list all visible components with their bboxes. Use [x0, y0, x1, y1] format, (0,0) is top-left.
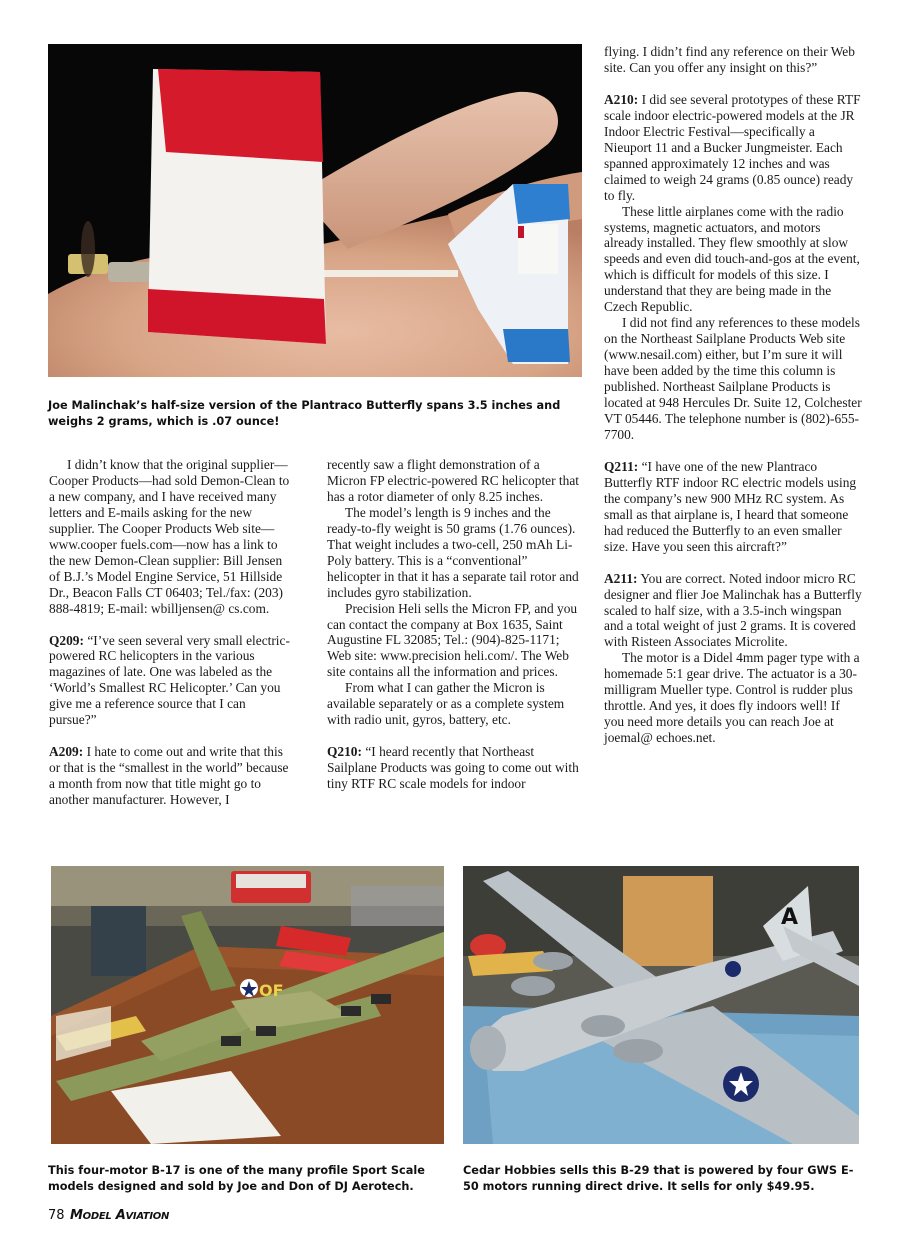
column3-paragraph-1: flying. I didn’t find any reference on their Web site. Can you offer any insight on this?” — [604, 44, 855, 75]
a209-text: I hate to come out and write that this or that is the “smallest in the world” because a month from now that title might go to another manufacturer. However, I — [49, 744, 289, 808]
answer-210 — [604, 92, 862, 204]
answer-211 — [604, 571, 862, 651]
column3-paragraph-4: The motor is a Didel 4mm pager type with a homemade 5:1 gear drive. The actuator is a 30-milligram Mueller type. Control is rudder plus throttle. And yes, it does fly indoors well! If you need more details you can reach Joe at joemal@ echoes.net. — [604, 650, 860, 746]
q209-text: “I’ve seen several very small electric-powered RC helicopters in the various magazines of late. One was labeled as the ‘World’s Smallest RC Helicopter.’ Can you give me a reference source that I can pursue?” — [49, 632, 290, 728]
magazine-letter-a: A — [115, 1208, 126, 1223]
butterfly-photo — [48, 44, 582, 377]
column3-paragraph-3: I did not find any references to these models on the Northeast Sailplane Products Web site (www.nesail.com) either, but I’m sure it will have been added by the time this column is published. Northeast Sailplane Products is located at 948 Hercules Dr. Suite 12, Colchester VT 05446. The telephone number is (802)-655-7700. — [604, 315, 862, 442]
a210-label: A210: — [604, 91, 639, 107]
magazine-viation: VIATION — [125, 1211, 170, 1222]
a210-text: I did see several prototypes of these RTF scale indoor electric-powered models at the JR Indoor Electric Festival—specifically a Nieuport 11 and a Bucker Jungmeister. Each spanned approximately 12 inches and was claimed to weigh 24 grams (0.85 ounce) ready to fly. — [604, 91, 861, 203]
b29-photo-image — [463, 866, 859, 1144]
b29-photo — [463, 866, 859, 1144]
column2-paragraph-3: Precision Heli sells the Micron FP, and you can contact the company at Box 1635, Saint Augustine FL 32085; Tel.: (904)-825-1171; Web site: www.precision heli.com/. The Web site contains all the information and prices. — [327, 600, 578, 680]
column2-paragraph-4: From what I can gather the Micron is available separately or as a complete system with radio unit, gyros, battery, etc. — [327, 680, 565, 728]
b29-caption: Cedar Hobbies sells this B-29 that is powered by four GWS E-50 motors running direct drive. It sells for only $49.95. — [463, 1164, 854, 1193]
text-column-1 — [49, 457, 296, 808]
text-column-2 — [327, 457, 581, 792]
b17-caption: This four-motor B-17 is one of the many profile Sport Scale models designed and sold by Joe and Don of DJ Aerotech. — [48, 1164, 425, 1193]
magazine-name — [70, 1208, 169, 1223]
question-210 — [327, 744, 581, 792]
q210-label: Q210: — [327, 744, 362, 760]
b17-photo-image — [51, 866, 444, 1144]
column1-paragraph-demon-clean: I didn’t know that the original supplier—Cooper Products—had sold Demon-Clean to a new company, and I have received many letters and E-mails asking for the new supplier. The Cooper Products Web site—www.cooper fuels.com—now has a link to the new Demon-Clean supplier: Bill Jensen of B.J.’s Model Engine Service, 51 Hillside Dr., Beacon Falls CT 06403; Tel./fax: (203) 888-4819; E-mail: wbilljensen@ cs.com. — [49, 457, 290, 616]
question-211 — [604, 459, 862, 555]
q211-text: “I have one of the new Plantraco Butterfly RTF indoor RC electric models using the company’s new 900 MHz RC system. As small as that airplane is, I heard that someone had reduced the Butterfly to an even smaller size. Have you seen this aircraft?” — [604, 458, 857, 554]
butterfly-caption: Joe Malinchak’s half-size version of the Plantraco Butterfly spans 3.5 inches and weighs 2 grams, which is .07 ounce! — [48, 399, 561, 428]
answer-209 — [49, 744, 296, 808]
question-209 — [49, 633, 296, 729]
text-column-3 — [604, 44, 862, 746]
magazine-odel: ODEL — [82, 1211, 112, 1222]
q211-label: Q211: — [604, 458, 639, 474]
column2-paragraph-2: The model’s length is 9 inches and the ready-to-fly weight is 50 grams (1.76 ounces). That weight includes a two-cell, 250 mAh Li-Poly battery. This is a “conventional” helicopter in that it has a separate tail rotor and includes gyro stabilization. — [327, 504, 579, 600]
b17-photo — [51, 866, 444, 1144]
butterfly-photo-image — [48, 44, 582, 377]
a209-label: A209: — [49, 744, 84, 760]
a211-text: You are correct. Noted indoor micro RC designer and flier Joe Malinchak has a Butterfly scaled to half size, with a 3.5-inch wingspan and a total weight of just 2 grams. It is covered with Risteen Associates Microlite. — [604, 570, 862, 650]
b29-tail-letter: A — [781, 905, 799, 930]
q210-text: “I heard recently that Northeast Sailplane Products was going to come out with tiny RTF RC scale models for indoor — [327, 744, 579, 792]
magazine-letter-m: M — [70, 1208, 83, 1223]
a211-label: A211: — [604, 570, 638, 586]
column3-paragraph-2: These little airplanes come with the radio systems, magnetic actuators, and motors already installed. They flew smoothly at slow speeds and even did touch-and-gos at the event, which is difficult for models of this size. I understand that they are being made in the Czech Republic. — [604, 203, 860, 315]
page-number: 78 — [48, 1208, 65, 1223]
column2-paragraph-1: recently saw a flight demonstration of a Micron FP electric-powered RC helicopter that has a rotor diameter of only 8.25 inches. — [327, 457, 579, 504]
b17-nose-marking: OF — [259, 981, 284, 1000]
q209-label: Q209: — [49, 632, 84, 648]
